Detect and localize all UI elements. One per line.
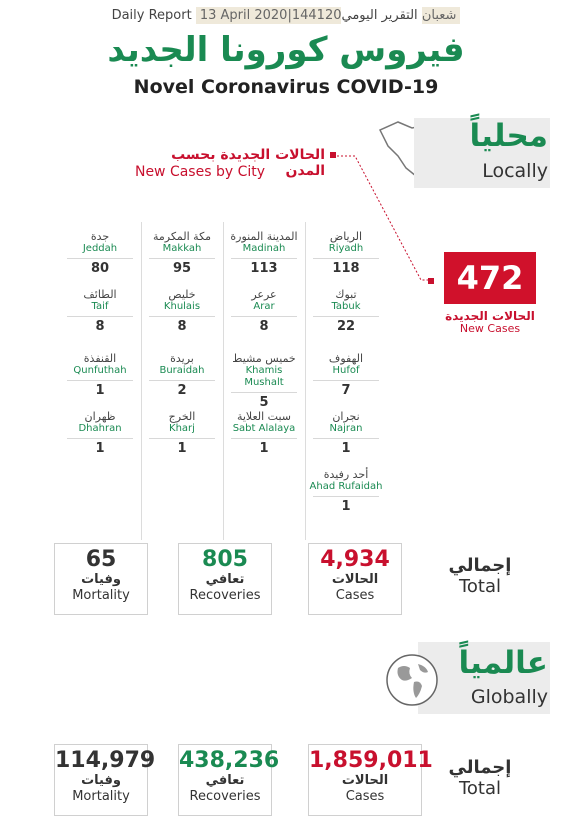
city-name-ar: عرعر	[251, 288, 277, 301]
city-name-ar: ظهران	[84, 410, 116, 423]
city-name-ar: جدة	[90, 230, 110, 243]
city-new-cases: 7	[341, 383, 351, 398]
city-divider	[231, 438, 297, 439]
city-divider	[149, 380, 215, 381]
city-new-cases: 113	[250, 261, 278, 276]
city-name-en: Arar	[253, 301, 275, 312]
city-name-ar: الرياض	[329, 230, 363, 243]
leader-bullet	[428, 278, 434, 284]
global-mortality-box	[54, 744, 156, 816]
city-name-ar: خليص	[168, 288, 196, 301]
city-name-ar: المدينة المنورة	[230, 230, 298, 243]
locally-label-ar: محلياً	[469, 118, 548, 154]
global-recoveries-label-ar: تعافي	[205, 773, 245, 788]
city-new-cases: 22	[336, 319, 356, 334]
title-arabic: فيروس كورونا الجديد	[107, 30, 465, 70]
global-recoveries-value: 438,236	[179, 748, 280, 773]
local-recoveries-value: 805	[202, 547, 248, 572]
city-new-cases: 1	[259, 441, 269, 456]
global-mortality-value: 114,979	[55, 748, 156, 773]
city-cell	[61, 410, 139, 456]
city-cell	[225, 352, 303, 410]
city-cell	[61, 352, 139, 398]
city-divider	[67, 316, 133, 317]
new-cases-total: 472	[444, 252, 536, 304]
city-divider	[149, 258, 215, 259]
city-name-ar: خميس مشيط	[232, 352, 296, 365]
cities-title-ar: الحالات الجديدة بحسب المدن	[171, 147, 325, 179]
city-divider	[313, 496, 379, 497]
local-mortality-label-en: Mortality	[72, 588, 130, 603]
city-name-en: Jeddah	[82, 243, 118, 254]
city-new-cases: 2	[177, 383, 187, 398]
city-new-cases: 8	[177, 319, 187, 334]
city-new-cases: 8	[95, 319, 105, 334]
city-name-en: Najran	[329, 423, 363, 434]
local-mortality-box	[54, 543, 148, 615]
city-name-ar: القنفذة	[83, 352, 117, 365]
city-grid	[58, 222, 388, 540]
daily-report-en: Daily Report	[111, 8, 192, 23]
city-cell	[307, 352, 385, 398]
city-name-ar: الهفوف	[328, 352, 364, 365]
city-divider	[313, 380, 379, 381]
city-cell	[143, 410, 221, 456]
global-cases-label-ar: الحالات	[341, 773, 389, 788]
global-cases-label-en: Cases	[345, 789, 385, 804]
global-cases-value: 1,859,011	[309, 748, 433, 773]
local-total-label-en: Total	[458, 576, 502, 597]
city-divider	[313, 438, 379, 439]
daily-report-ar: التقرير اليومي	[341, 8, 418, 23]
city-name-en: Khulais	[163, 301, 201, 312]
city-new-cases: 1	[95, 441, 105, 456]
new-cases-label-ar: الحالات الجديدة	[445, 309, 535, 323]
city-name-ar: سبت العلاية	[236, 410, 292, 423]
city-new-cases: 1	[177, 441, 187, 456]
city-name-en: Khamis Mushalt	[244, 365, 284, 388]
city-name-ar: مكة المكرمة	[152, 230, 212, 243]
city-divider	[313, 316, 379, 317]
new-cases-label-en: New Cases	[459, 322, 521, 335]
city-divider	[231, 258, 297, 259]
local-mortality-label-ar: وفيات	[81, 572, 121, 587]
hijri-day: 20شعبان	[324, 8, 457, 23]
city-cell	[143, 352, 221, 398]
city-name-en: Qunfuthah	[73, 365, 127, 376]
city-name-en: Sabt Alalaya	[232, 423, 296, 434]
local-recoveries-label-ar: تعافي	[205, 572, 245, 587]
city-cell	[225, 230, 303, 276]
global-total-label-ar: إجمالي	[448, 757, 512, 778]
city-new-cases: 95	[172, 261, 192, 276]
local-mortality-value: 65	[85, 547, 117, 572]
local-cases-label-ar: الحالات	[331, 572, 379, 587]
city-name-en: Makkah	[162, 243, 202, 254]
city-cell	[307, 230, 385, 276]
city-name-en: Tabuk	[331, 301, 361, 312]
city-cell	[307, 410, 385, 456]
city-new-cases: 8	[259, 319, 269, 334]
global-total-label-en: Total	[458, 778, 502, 799]
city-divider	[67, 380, 133, 381]
global-mortality-label-en: Mortality	[72, 789, 130, 804]
local-recoveries-box	[178, 543, 272, 615]
local-total-label-ar: إجمالي	[448, 555, 512, 576]
city-cell	[307, 288, 385, 334]
title-english: Novel Coronavirus COVID-19	[133, 76, 439, 98]
report-date: 13 April 2020|144120شعبان	[196, 7, 461, 24]
cities-title-en: New Cases by City	[134, 164, 266, 180]
city-divider	[67, 438, 133, 439]
report-header-line	[0, 8, 572, 23]
city-new-cases: 1	[341, 441, 351, 456]
city-divider	[231, 392, 297, 393]
city-divider	[149, 316, 215, 317]
city-divider	[67, 258, 133, 259]
local-cases-box	[308, 543, 402, 615]
global-mortality-label-ar: وفيات	[81, 773, 121, 788]
city-cell	[143, 288, 221, 334]
city-new-cases: 1	[95, 383, 105, 398]
global-recoveries-label-en: Recoveries	[189, 789, 261, 804]
city-divider	[149, 438, 215, 439]
local-cases-label-en: Cases	[335, 588, 375, 603]
city-name-en: Madinah	[242, 243, 286, 254]
city-name-en: Riyadh	[328, 243, 364, 254]
locally-label-en: Locally	[482, 160, 548, 182]
city-name-ar: أحد رفيدة	[323, 468, 369, 481]
city-name-en: Ahad Rufaidah	[309, 481, 383, 492]
city-new-cases: 118	[332, 261, 360, 276]
city-new-cases: 80	[90, 261, 110, 276]
city-name-ar: نجران	[332, 410, 360, 423]
global-recoveries-box	[178, 744, 280, 816]
city-name-en: Taif	[91, 301, 109, 312]
city-divider	[231, 316, 297, 317]
city-name-en: Buraidah	[159, 365, 205, 376]
city-cell	[307, 468, 385, 514]
city-name-en: Dhahran	[78, 423, 122, 434]
globally-label-ar: عالمياً	[458, 645, 548, 681]
city-cell	[143, 230, 221, 276]
city-cell	[225, 410, 303, 456]
city-cell	[61, 288, 139, 334]
city-name-en: Kharj	[169, 423, 195, 434]
local-cases-value: 4,934	[320, 547, 390, 572]
city-name-en: Hufof	[332, 365, 360, 376]
city-new-cases: 5	[259, 395, 269, 410]
city-name-ar: الخرج	[168, 410, 196, 423]
city-new-cases: 1	[341, 499, 351, 514]
global-cases-box	[308, 744, 433, 816]
city-divider	[313, 258, 379, 259]
city-name-ar: تبوك	[335, 288, 357, 301]
city-cell	[225, 288, 303, 334]
city-name-ar: الطائف	[83, 288, 117, 301]
globally-label-en: Globally	[470, 686, 548, 708]
city-name-ar: بريدة	[170, 352, 194, 365]
hijri-year: 1441	[291, 8, 325, 23]
city-cell	[61, 230, 139, 276]
local-recoveries-label-en: Recoveries	[189, 588, 261, 603]
